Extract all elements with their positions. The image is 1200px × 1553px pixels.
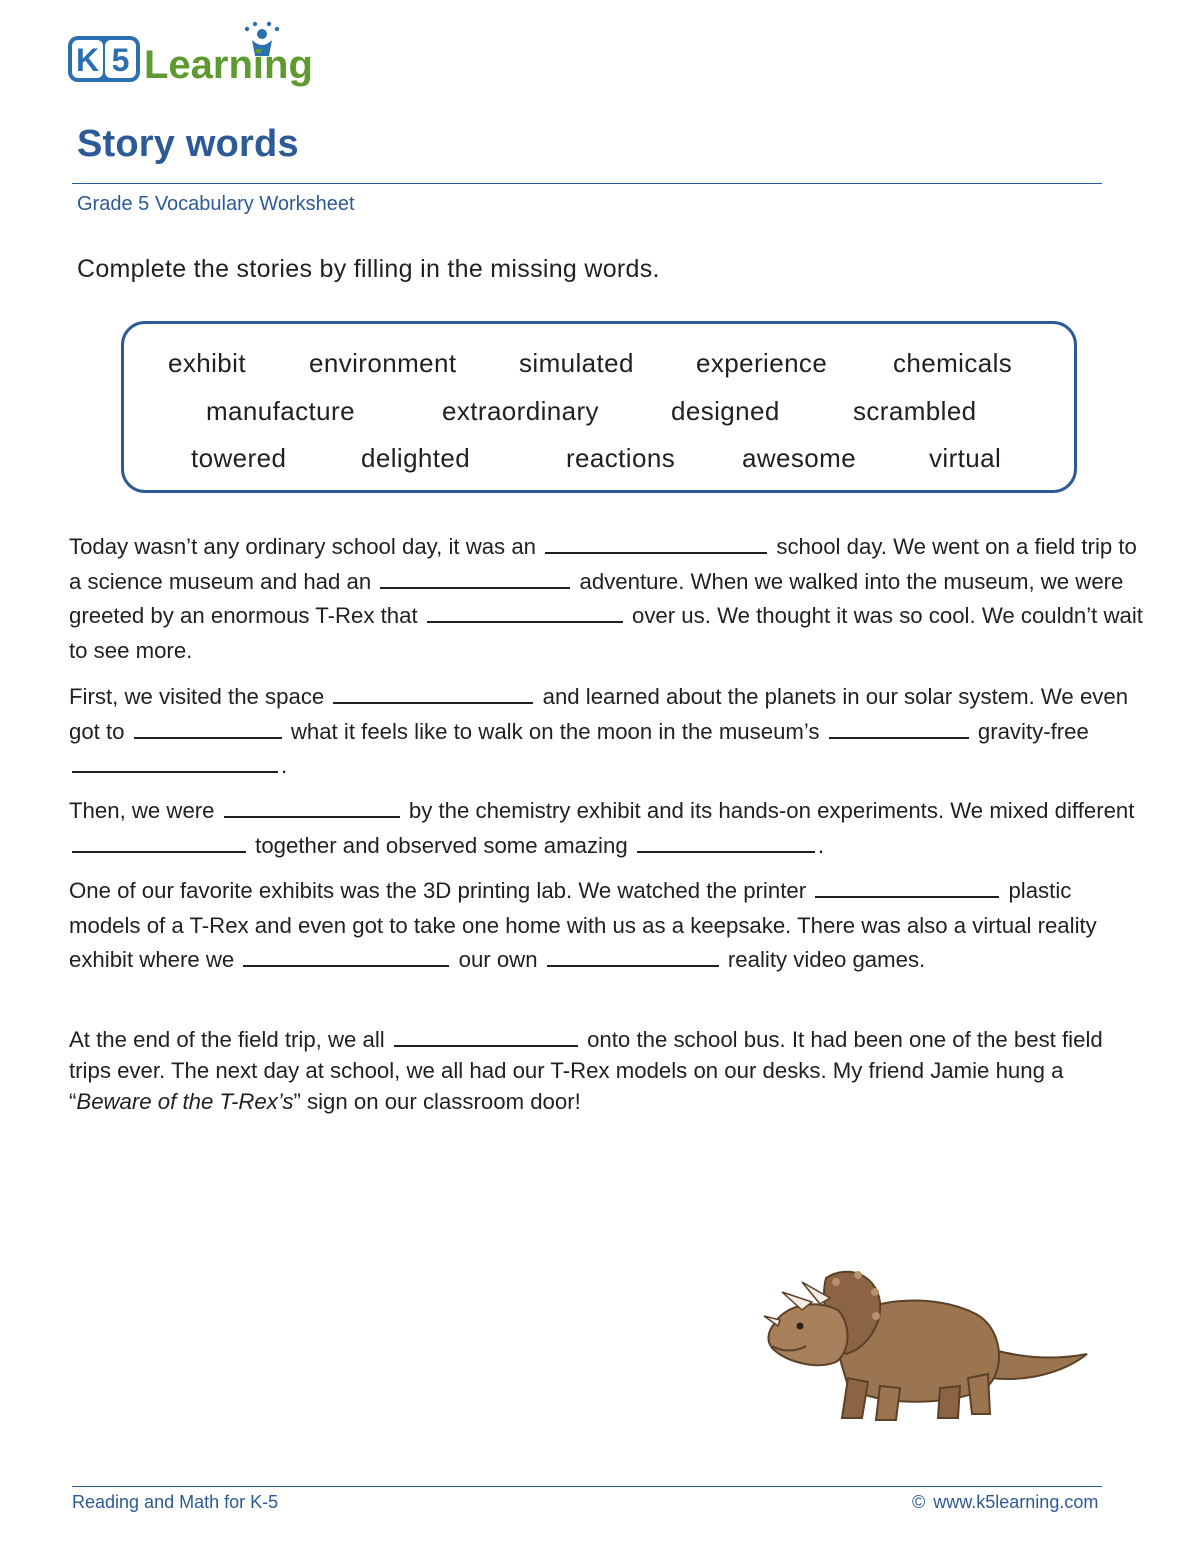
answer-blank[interactable] (547, 949, 719, 967)
story-text: At the end of the field trip, we all (69, 1027, 385, 1052)
answer-blank[interactable] (637, 835, 815, 853)
answer-blank[interactable] (394, 1029, 578, 1047)
story-paragraph-2 (69, 680, 1144, 784)
word-bank-word: delighted (361, 443, 471, 473)
answer-blank[interactable] (72, 835, 246, 853)
answer-blank[interactable] (545, 536, 767, 554)
word-bank-word: chemicals (893, 348, 1013, 378)
story-paragraph-5 (69, 1024, 1144, 1117)
copyright-symbol: © (912, 1492, 926, 1512)
story-text: adventure. When we walked into the museum, we were greeted by an enormous T-Rex that (69, 568, 1124, 628)
answer-blank[interactable] (333, 686, 533, 704)
footer-url[interactable]: www.k5learning.com (933, 1492, 1099, 1512)
story-text: school day. We went on a field trip to a science museum and had an (69, 534, 1137, 594)
triceratops-illustration (762, 1262, 1092, 1424)
word-bank-word: virtual (929, 443, 1002, 473)
story-text: over us. We thought it was so cool. We couldn’t wait to see more. (69, 603, 1143, 663)
word-bank-word: towered (191, 443, 287, 473)
word-bank-word: reactions (566, 443, 676, 473)
story-text: onto the school bus. It had been one of the best field trips ever. The next day at school, we all had our T-Rex models on our desks. My friend Jamie hung a “ (69, 1027, 1103, 1114)
word-bank-word: designed (671, 396, 780, 426)
story-text: reality video games. (727, 947, 926, 972)
footer-copyright (912, 1492, 1098, 1513)
answer-blank[interactable] (380, 571, 570, 589)
story-text: Today wasn’t any ordinary school day, it was an (69, 534, 536, 559)
story-text: our own (458, 947, 538, 972)
k5-badge (68, 36, 140, 82)
story-text: plastic models of a T-Rex and even got to take one home with us as a keepsake. There was also a virtual reality exhibit where we (69, 878, 1097, 972)
story-text: what it feels like to walk on the moon in the museum’s (290, 718, 820, 744)
story-text: . (817, 832, 825, 858)
story-text: Then, we were (69, 798, 215, 823)
story-paragraph-4 (69, 874, 1144, 978)
story-text: ” sign on our classroom door! (293, 1089, 581, 1114)
story-text: gravity-free (977, 718, 1089, 744)
answer-blank[interactable] (815, 880, 999, 898)
story-text: and learned about the planets in our solar system. We even got to (69, 684, 1129, 744)
word-bank-word: scrambled (853, 396, 977, 426)
word-bank (121, 321, 1077, 493)
story-text: . (281, 753, 288, 778)
worksheet-subtitle: Grade 5 Vocabulary Worksheet (77, 193, 355, 215)
word-bank-row (124, 348, 1074, 384)
story-paragraph-3 (69, 794, 1144, 863)
word-bank-word: exhibit (168, 348, 246, 378)
answer-blank[interactable] (427, 605, 623, 623)
word-bank-word: environment (309, 348, 457, 378)
word-bank-word: awesome (742, 443, 857, 473)
word-bank-row (124, 443, 1074, 479)
word-bank-row (124, 396, 1074, 432)
story-text: One of our favorite exhibits was the 3D printing lab. We watched the printer (69, 878, 807, 903)
svg-text:K: K (75, 42, 100, 78)
answer-blank[interactable] (243, 949, 449, 967)
svg-text:5: 5 (111, 42, 130, 78)
story-text: First, we visited the space (69, 684, 325, 709)
answer-blank[interactable] (829, 721, 969, 739)
k5-learning-logo (66, 20, 326, 90)
word-bank-word: manufacture (206, 396, 355, 426)
logo-wordmark: Learning (144, 43, 313, 87)
word-bank-word: simulated (519, 348, 634, 378)
footer-tagline: Reading and Math for K-5 (72, 1492, 279, 1512)
instructions: Complete the stories by filling in the missing words. (77, 255, 660, 283)
answer-blank[interactable] (224, 800, 400, 818)
page-title: Story words (77, 123, 299, 165)
answer-blank[interactable] (72, 755, 278, 773)
word-bank-word: experience (696, 348, 828, 378)
story-text: by the chemistry exhibit and its hands-on experiments. We mixed different (408, 798, 1135, 823)
header-divider (72, 183, 1102, 184)
answer-blank[interactable] (134, 721, 282, 739)
story-paragraph-1 (69, 530, 1144, 668)
sign-text: Beware of the T-Rex’s (76, 1089, 294, 1114)
story-text: together and observed some amazing (255, 832, 628, 858)
word-bank-word: extraordinary (442, 396, 599, 426)
footer-divider (72, 1486, 1102, 1487)
